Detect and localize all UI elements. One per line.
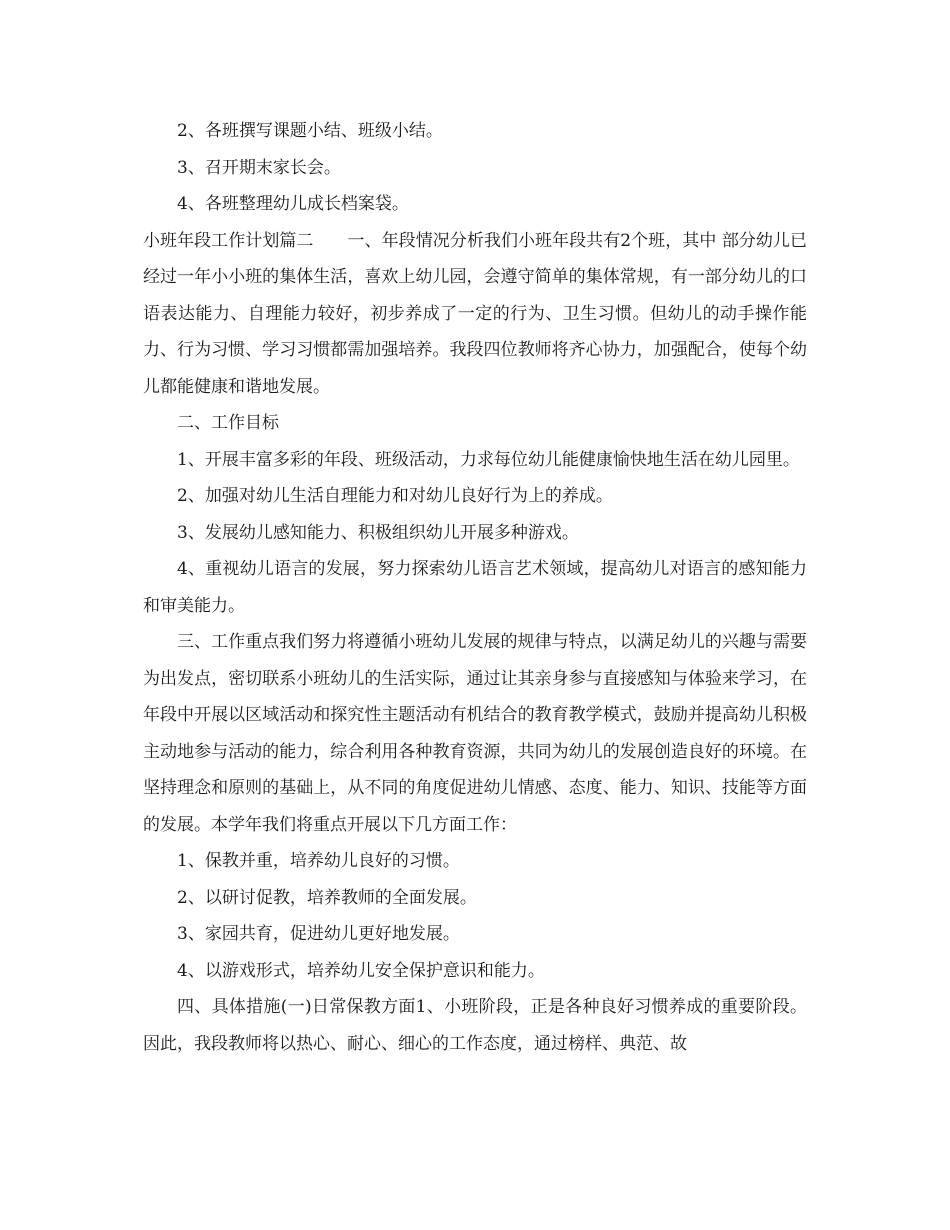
paragraph: 4、各班整理幼儿成长档案袋。	[177, 194, 409, 214]
paragraph: 1、保教并重，培养幼儿良好的习惯。	[177, 851, 460, 871]
paragraph: 三、工作重点我们努力将遵循小班幼儿发展的规律与特点，以满足幼儿的兴趣与需要为出发点，密切联系小班幼儿的生活实际，通过让其亲身参与直接感知与体验来学习，在年段中开展以区域活动和探究性主题活动有机结合的教育教学模式，鼓励并提高幼儿积极主动地参与活动的能力，综合利用各种教育资源，共同为幼儿的发展创造良好的环境。在坚持理念和原则的基础上，从不同的角度促进幼儿情感、态度、能力、知识、技能等方面的发展。本学年我们将重点开展以下几方面工作：	[143, 632, 807, 835]
paragraph: 4、以游戏形式，培养幼儿安全保护意识和能力。	[177, 960, 545, 981]
paragraph: 2、以研讨促教，培养教师的全面发展。	[177, 887, 477, 908]
paragraph: 3、家园共育，促进幼儿更好地发展。	[177, 924, 460, 944]
document-body	[143, 113, 807, 1062]
paragraph: 二、工作目标	[177, 413, 279, 433]
paragraph-section-heading: 小班年段工作计划篇二 一、年段情况分析我们小班年段共有2个班，其中 部分幼儿已经过一年小小班的集体生活，喜欢上幼儿园，会遵守简单的集体常规，有一部分幼儿的口语表达能力、自理能力较好，初步养成了一定的行为、卫生习惯。但幼儿的动手操作能力、行为习惯、学习习惯都需加强培养。我段四位教师将齐心协力，加强配合，使每个幼儿都能健康和谐地发展。	[143, 230, 807, 397]
paragraph: 1、开展丰富多彩的年段、班级活动，力求每位幼儿能健康愉快地生活在幼儿园里。	[177, 449, 800, 470]
paragraph: 2、各班撰写课题小结、班级小结。	[177, 121, 443, 141]
paragraph: 四、具体措施(一)日常保教方面1、小班阶段，正是各种良好习惯养成的重要阶段。因此，我段教师将以热心、耐心、细心的工作态度，通过榜样、典范、故	[143, 997, 807, 1054]
paragraph: 2、加强对幼儿生活自理能力和对幼儿良好行为上的养成。	[177, 486, 613, 506]
paragraph: 3、发展幼儿感知能力、积极组织幼儿开展多种游戏。	[177, 522, 579, 543]
paragraph: 4、重视幼儿语言的发展，努力探索幼儿语言艺术领域，提高幼儿对语言的感知能力和审美能力。	[143, 559, 807, 616]
paragraph: 3、召开期末家长会。	[177, 157, 341, 178]
